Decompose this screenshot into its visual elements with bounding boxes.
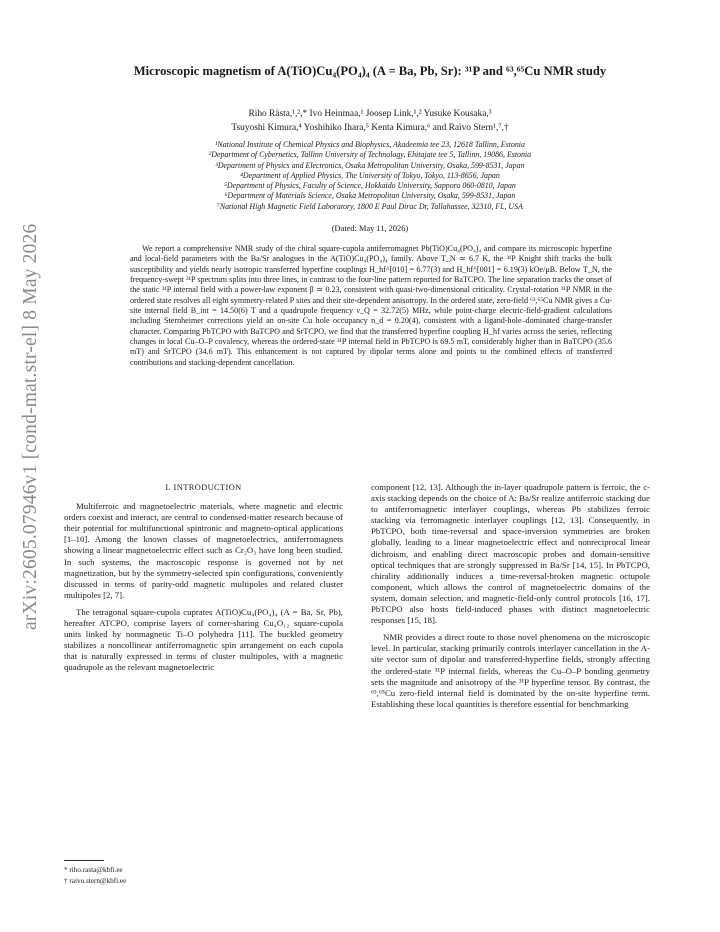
footnotes <box>64 865 344 886</box>
paragraph: Multiferroic and magnetoelectric materials, where magnetic and electric orders coexist and interact, are central to condensed-matter research because of their potential for multifunctional spintronic and magneto-optical applications [1–10]. Among the known classes of magnetoelectrics, antiferromagnets showing a linear magnetoelectric effect such as Cr₂O₃ have long been studied. In such systems, the macroscopic response is governed not by net magnetization, but by the symmetry-selected spin configurations, conveniently discussed in terms of parity-odd magnetic multipoles and related cluster multipoles [2, 7]. <box>64 501 343 600</box>
author-list <box>80 108 660 135</box>
affiliation: ²Department of Cybernetics, Tallinn University of Technology, Ehitajate tee 5, Tallinn, 19086, Estonia <box>208 150 532 160</box>
affiliation: ⁶Department of Materials Science, Osaka Metropolitan University, Osaka, 599-8531, Japan <box>224 191 516 201</box>
affiliation: ¹National Institute of Chemical Physics and Biophysics, Akadeemia tee 23, 12618 Tallinn, Estonia <box>215 140 525 149</box>
paper-title: Microscopic magnetism of A(TiO)Cu₄(PO₄)₄ (A = Ba, Pb, Sr): ³¹P and ⁶³,⁶⁵Cu NMR study <box>133 64 607 78</box>
left-column <box>64 482 343 680</box>
section-heading: I. INTRODUCTION <box>165 483 242 492</box>
paragraph: NMR provides a direct route to those novel phenomena on the microscopic level. In particular, stacking primarily controls interlayer cancellation in the A-site vector sum of dipolar and transferred-hyperfine fields, strongly affecting the ordered-state ³¹P internal fields, whereas the Cu–O–P bonding geometry sets the magnitude and anisotropy of the ³¹P hyperfine tensor. By contrast, the ⁶³,⁶⁵Cu zero-field internal field is dominated by the on-site hyperfine term. Establishing these local quantities is therefore essential for benchmarking <box>371 632 650 709</box>
footnote-rule <box>64 860 104 861</box>
paragraph: component [12, 13]. Although the in-layer quadrupole pattern is ferroic, the c-axis stacking depends on the choice of A: Ba/Sr realize antiferroic stacking due to antiferromagnetic interlayer couplings, whereas Pb stabilizes ferroic stacking via ferromagnetic interlayer couplings [12, 13]. Consequently, in PbTCPO, both time-reversal and space-inversion symmetries are broken globally, leading to a linear magnetoelectric effect and nonreciprocal linear dichroism, and enabling direct macroscopic probes and domain-sensitive optical techniques that are strongly suppressed in Ba/Sr [14, 15]. In PbTCPO, chirality additionally induces a time-reversal-broken magnetic octupole component, which allows the control of magnetoelectric domains of the system, domain selection, and magnetic-field-only control protocols [16, 17]. PbTCPO also hosts field-induced phases with distinct magnetoelectric responses [15, 18]. <box>371 482 650 626</box>
affiliation: ⁵Department of Physics, Faculty of Science, Hokkaido University, Sapporo 060-0810, Japan <box>224 181 516 191</box>
date-line: (Dated: May 11, 2026) <box>331 224 409 233</box>
paragraph: The tetragonal square-cupola cuprates A(TiO)Cu₄(PO₄)₄ (A = Ba, Sr, Pb), hereafter ATCPO, comprise layers of corner-sharing Cu₄O₁₂ square-cupola units linked by nonmagnetic Ti–O polyhedra [11]. The buckled geometry stabilizes a noncollinear antiferromagnetic spin arrangement on each cupola that is naturally expressed in terms of cluster multipoles, with a magnetic quadrupole as the relevant magnetoelectric <box>64 606 343 673</box>
author-line: Tsuyoshi Kimura,⁴ Yoshihiko Ihara,⁵ Kenta Kimura,⁶ and Raivo Stern¹,⁷,† <box>231 122 509 133</box>
affiliation-list <box>80 140 660 212</box>
affiliation: ⁷National High Magnetic Field Laboratory, 1800 E Paul Dirac Dr, Tallahassee, 32310, FL, USA <box>217 201 523 211</box>
abstract: We report a comprehensive NMR study of the chiral square-cupola antiferromagnet Pb(TiO)Cu₄(PO₄)₄ and compare its microscopic hyperfine and local-field parameters with the Ba/Sr analogues in the A(TiO)Cu₄(PO₄)₄ family. Above T_N ≃ 6.7 K, the ³¹P Knight shift tracks the bulk susceptibility and yields nearly isotropic transferred hyperfine couplings H_hf^[010] = 6.77(3) and H_hf^[001] = 6.19(3) kOe/μB. Below T_N, the frequency-swept ³¹P spectrum splits into three lines, in contrast to the four-line pattern reported for BaTCPO. The line separation tracks the onset of the static ³¹P internal field with a power-law exponent β ≃ 0.23, consistent with quasi-two-dimensional criticality. Crystal-rotation ³¹P NMR in the ordered state resolves all eight symmetry-related P sites and their site-dependent anisotropy. In the ordered state, zero-field ⁶³,⁶⁵Cu NMR gives a Cu-site internal field B_int = 14.50(6) T and a quadrupole frequency ν_Q = 32.72(5) MHz, while point-charge electric-field-gradient calculations including Sternheimer corrections yield an on-site Cu hole occupancy n_d = 0.20(4), consistent with a ligand-hole–dominated charge-transfer character. Comparing PbTCPO with BaTCPO and SrTCPO, we find that the transferred hyperfine coupling H_hf varies across the series, reflecting changes in local Cu–O–P covalency, whereas the ordered-state ³¹P internal field in PbTCPO is 69.5 mT, considerably higher than in BaTCPO (35.6 mT) and SrTCPO (34.6 mT). This enhancement is not captured by dipolar terms alone and points to the combined effects of transferred contributions and stacking-dependent cancellation. <box>130 244 612 367</box>
arxiv-identifier: arXiv:2605.07946v1 [cond-mat.str-el] 8 May 2026 <box>20 223 41 630</box>
affiliation: ⁴Department of Applied Physics, The University of Tokyo, Tokyo, 113-8656, Japan <box>240 170 500 180</box>
footnote-email[interactable]: * riho.rasta@kbfi.ee <box>64 866 123 874</box>
right-column <box>371 482 650 716</box>
author-line: Riho Rästa,¹,²,* Ivo Heinmaa,¹ Joosep Link,¹,² Yusuke Kousaka,³ <box>248 109 492 119</box>
footnote-email[interactable]: † raivo.stern@kbfi.ee <box>64 876 127 885</box>
affiliation: ³Department of Physics and Electronics, Osaka Metropolitan University, Osaka, 599-8531, Japan <box>215 160 525 170</box>
